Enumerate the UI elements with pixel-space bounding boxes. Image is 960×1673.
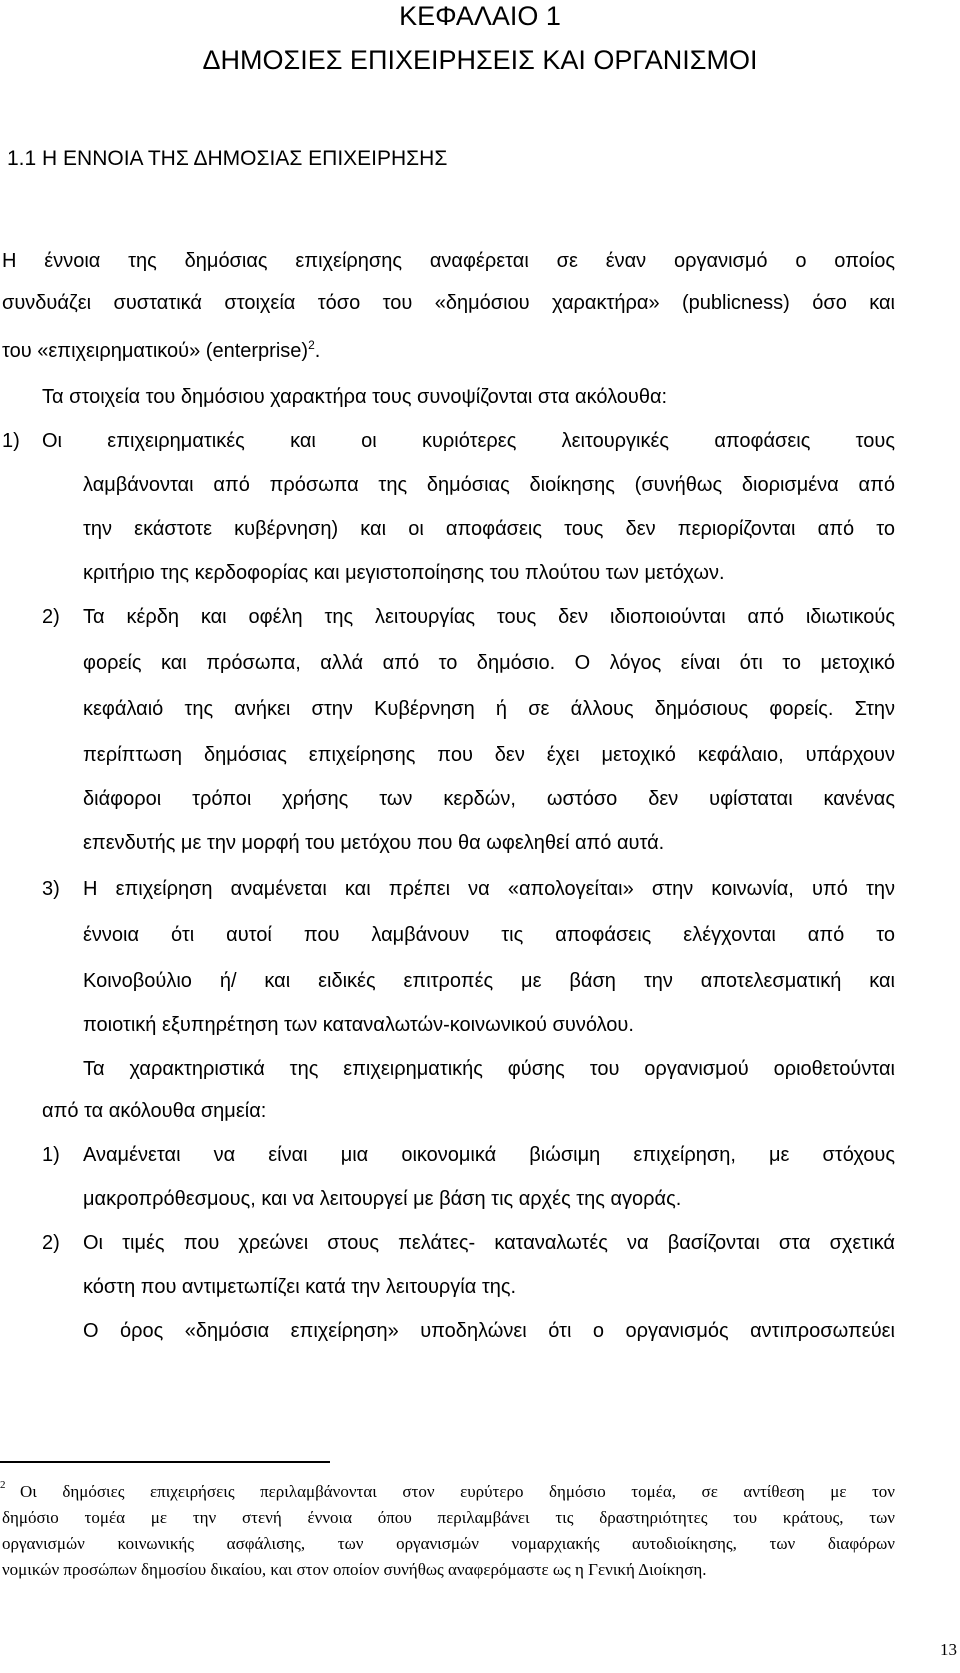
public-item-3-number: 3) (42, 878, 60, 900)
business-item-2-line: Οι τιμές που χρεώνει στους πελάτες- καταναλωτές να βασίζονται στα σχετικά (83, 1232, 895, 1254)
intro-line-3: του «επιχειρηματικού» (enterprise)$^2$. (2, 338, 321, 362)
chapter-label: ΚΕΦΑΛΑΙΟ 1 (399, 1, 561, 31)
intro-line-2: συνδυάζει συστατικά στοιχεία τόσο του «δημόσιου χαρακτήρα» (publicness) όσο και (2, 292, 895, 314)
footnote-reference[interactable]: 2 (308, 338, 315, 352)
public-item-1-number: 1) (2, 430, 20, 452)
public-item-2-line: διάφοροι τρόποι χρήσης των κερδών, ωστόσο δεν υφίσταται κανένας (83, 788, 895, 810)
section-heading: 1.1 Η ΕΝΝΟΙΑ ΤΗΣ ΔΗΜΟΣΙΑΣ ΕΠΙΧΕΙΡΗΣΗΣ (7, 147, 448, 170)
public-item-3-line: έννοια ότι αυτοί που λαμβάνουν τις αποφάσεις ελέγχονται από το (83, 924, 895, 946)
public-item-2-line: επενδυτής με την μορφή του μετόχου που θα ωφεληθεί από αυτά. (83, 832, 665, 854)
footnote-line: νομικών προσώπων δημοσίου δικαίου, και στον οποίον συνήθως αναφερόμαστε ως η Γενική Διοίκηση. (2, 1560, 707, 1579)
chapter-title: ΔΗΜΟΣΙΕΣ ΕΠΙΧΕΙΡΗΣΕΙΣ ΚΑΙ ΟΡΓΑΝΙΣΜΟΙ (202, 45, 758, 75)
business-item-1-line: μακροπρόθεσμους, και να λειτουργεί με βάση τις αρχές της αγοράς. (83, 1188, 682, 1210)
public-item-1-line: την εκάστοτε κυβέρνηση) και οι αποφάσεις τους δεν περιορίζονται από το (83, 518, 895, 540)
business-traits-lead-cont: από τα ακόλουθα σημεία: (42, 1100, 267, 1122)
public-item-1-line: Οι επιχειρηματικές και οι κυριότερες λειτουργικές αποφάσεις τους (42, 430, 895, 452)
footnote-line: δημόσιο τομέα με την στενή έννοια όπου περιλαμβάνει τις δραστηριότητες του κράτους, των (2, 1508, 895, 1527)
business-item-2-line: κόστη που αντιμετωπίζει κατά την λειτουργία της. (83, 1276, 517, 1298)
page-number: 13 (940, 1640, 957, 1659)
public-item-2-line: κεφάλαιό της ανήκει στην Κυβέρνηση ή σε άλλους δημόσιους φορείς. Στην (83, 698, 895, 720)
footnote-separator (0, 1461, 330, 1463)
public-item-2-line: φορείς και πρόσωπα, αλλά από το δημόσιο. Ο λόγος είναι ότι το μετοχικό (83, 652, 895, 674)
public-item-2-line: Τα κέρδη και οφέλη της λειτουργίας τους δεν ιδιοποιούνται από ιδιωτικούς (83, 606, 895, 628)
closing-line: Ο όρος «δημόσια επιχείρηση» υποδηλώνει ότι ο οργανισμός αντιπροσωπεύει (83, 1320, 895, 1342)
business-item-1-number: 1) (42, 1144, 60, 1166)
business-item-2-number: 2) (42, 1232, 60, 1254)
business-traits-lead: Τα χαρακτηριστικά της επιχειρηματικής φύσης του οργανισμού οριοθετούνται (83, 1058, 895, 1080)
public-item-3-line: ποιοτική εξυπηρέτηση των καταναλωτών-κοινωνικού συνόλου. (83, 1014, 634, 1036)
public-item-2-number: 2) (42, 606, 60, 628)
footnote-number: 2 (0, 1479, 6, 1491)
footnote-line: οργανισμών κοινωνικής ασφάλισης, των οργανισμών νομαρχιακής αυτοδιοίκησης, των διαφόρων (2, 1534, 895, 1553)
public-item-2-line: περίπτωση δημόσιας επιχείρησης που δεν έχει μετοχικό κεφάλαιο, υπάρχουν (83, 744, 895, 766)
public-item-3-line: Κοινοβούλιο ή/ και ειδικές επιτροπές με βάση την αποτελεσματική και (83, 970, 895, 992)
public-item-3-line: Η επιχείρηση αναμένεται και πρέπει να «απολογείται» στην κοινωνία, υπό την (83, 878, 895, 900)
footnote-line: Οι δημόσιες επιχειρήσεις περιλαμβάνονται στον ευρύτερο δημόσιο τομέα, σε αντίθεση με τον (20, 1482, 895, 1501)
public-traits-lead: Τα στοιχεία του δημόσιου χαρακτήρα τους συνοψίζονται στα ακόλουθα: (42, 386, 668, 408)
business-item-1-line: Αναμένεται να είναι μια οικονομικά βιώσιμη επιχείρηση, με στόχους (83, 1144, 895, 1166)
intro-line-1: Η έννοια της δημόσιας επιχείρησης αναφέρεται σε έναν οργανισμό ο οποίος (2, 250, 895, 272)
public-item-1-line: κριτήριο της κερδοφορίας και μεγιστοποίησης του πλούτου των μετόχων. (83, 562, 725, 584)
public-item-1-line: λαμβάνονται από πρόσωπα της δημόσιας διοίκησης (συνήθως διορισμένα από (83, 474, 895, 496)
